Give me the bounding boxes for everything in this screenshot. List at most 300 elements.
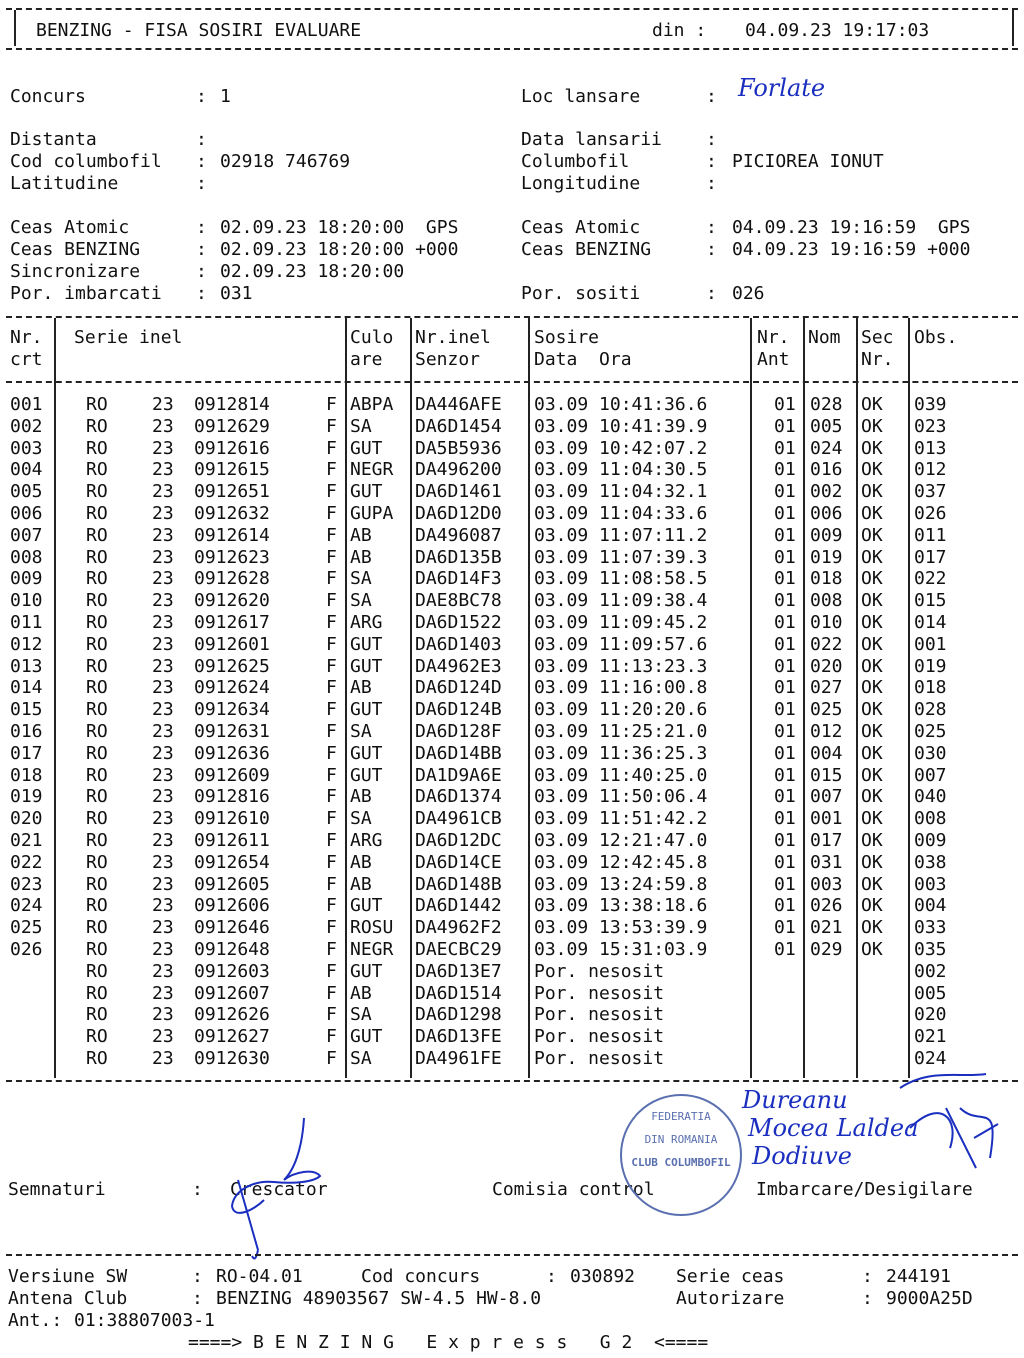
report-date: 04.09.23 19:17:03 — [745, 20, 930, 41]
cell-ro: RO — [86, 1026, 108, 1048]
cell-sec: OK — [861, 917, 883, 939]
cell-senzor: DA6D13E7 — [415, 960, 502, 982]
cell-culo: AB — [350, 786, 372, 808]
left-atomic-label: Ceas Atomic — [10, 217, 130, 238]
left-benzing-value: 02.09.23 18:20:00 +000 — [220, 239, 459, 260]
col-sosire-header-2: Data Ora — [534, 349, 632, 370]
cell-sex: F — [326, 873, 337, 895]
versiune-value: RO-04.01 — [216, 1266, 303, 1287]
right-benzing-value: 04.09.23 19:16:59 +000 — [732, 239, 971, 260]
cell-ant: 01 — [774, 633, 796, 655]
cell-sosire: 03.09 11:09:45.2 — [534, 612, 708, 633]
col-nr-header-2: crt — [10, 349, 43, 370]
cell-sosire: 03.09 13:53:39.9 — [534, 917, 708, 939]
cell-sec: OK — [861, 590, 883, 612]
cell-yr: 23 — [152, 568, 174, 590]
columbofil-label: Columbofil — [521, 151, 630, 172]
cell-nr: 019 — [10, 786, 43, 808]
cell-ant: 01 — [774, 481, 796, 503]
cell-ring: 0912620 — [194, 590, 270, 612]
cell-nr: 010 — [10, 590, 43, 612]
cell-sosire: 03.09 11:09:38.4 — [534, 590, 708, 612]
column-separator — [750, 318, 752, 1078]
cell-sosire: 03.09 12:42:45.8 — [534, 851, 708, 873]
cell-ant: 01 — [774, 873, 796, 895]
cell-nr: 012 — [10, 633, 43, 655]
cell-yr: 23 — [152, 982, 174, 1004]
cell-sosire: Por. nesosit — [534, 1004, 665, 1026]
cell-ant: 01 — [774, 808, 796, 830]
cell-ro: RO — [86, 960, 108, 982]
cell-ro: RO — [86, 699, 108, 721]
cell-ant: 01 — [774, 459, 796, 481]
cell-nom: 007 — [810, 786, 843, 808]
cell-sex: F — [326, 830, 337, 851]
cell-nom: 010 — [810, 612, 843, 633]
right-benzing-label: Ceas BENZING — [521, 239, 652, 260]
cell-sec: OK — [861, 394, 883, 415]
cell-sosire: 03.09 11:07:11.2 — [534, 524, 708, 546]
cell-culo: ABPA — [350, 394, 394, 415]
crescator-label: Crescator — [230, 1179, 328, 1200]
cell-ro: RO — [86, 1004, 108, 1026]
cell-sec: OK — [861, 721, 883, 742]
cell-nr: 026 — [10, 939, 43, 960]
cell-obs: 026 — [914, 503, 947, 524]
cell-nr: 006 — [10, 503, 43, 524]
cell-culo: ARG — [350, 612, 383, 633]
cell-senzor: DA6D124D — [415, 677, 502, 699]
cell-ro: RO — [86, 917, 108, 939]
cell-nr: 025 — [10, 917, 43, 939]
serie-ceas-value: 244191 — [886, 1266, 952, 1287]
ant-label: Ant.: — [8, 1310, 63, 1331]
cell-ro: RO — [86, 895, 108, 917]
signatures-colon: : — [192, 1179, 203, 1200]
cell-yr: 23 — [152, 960, 174, 982]
cell-obs: 040 — [914, 786, 947, 808]
cell-obs: 001 — [914, 633, 947, 655]
cell-ro: RO — [86, 612, 108, 633]
cell-ro: RO — [86, 939, 108, 960]
cell-sec: OK — [861, 415, 883, 437]
cell-culo: AB — [350, 546, 372, 568]
cell-senzor: DA6D1454 — [415, 415, 502, 437]
cell-sex: F — [326, 1048, 337, 1069]
cell-ring: 0912626 — [194, 1004, 270, 1026]
cell-yr: 23 — [152, 415, 174, 437]
report-date-label: din : — [652, 20, 707, 41]
cell-obs: 005 — [914, 982, 947, 1004]
cell-ring: 0912628 — [194, 568, 270, 590]
cell-culo: AB — [350, 873, 372, 895]
cell-senzor: DA6D1298 — [415, 1004, 502, 1026]
cell-senzor: DAE8BC78 — [415, 590, 502, 612]
cell-yr: 23 — [152, 721, 174, 742]
cell-sosire: 03.09 11:50:06.4 — [534, 786, 708, 808]
cell-nom: 016 — [810, 459, 843, 481]
cell-sec: OK — [861, 873, 883, 895]
cell-sex: F — [326, 415, 337, 437]
cell-yr: 23 — [152, 1026, 174, 1048]
left-benzing-label: Ceas BENZING — [10, 239, 141, 260]
cell-senzor: DA6D1514 — [415, 982, 502, 1004]
cell-culo: NEGR — [350, 939, 394, 960]
cell-nr: 015 — [10, 699, 43, 721]
cell-nom: 004 — [810, 742, 843, 764]
cell-ring: 0912601 — [194, 633, 270, 655]
cell-ro: RO — [86, 721, 108, 742]
cell-sex: F — [326, 677, 337, 699]
cell-sex: F — [326, 459, 337, 481]
cell-ant: 01 — [774, 851, 796, 873]
embarked-value: 031 — [220, 283, 253, 304]
cell-nom: 008 — [810, 590, 843, 612]
cell-yr: 23 — [152, 524, 174, 546]
embarked-label: Por. imbarcati — [10, 283, 162, 304]
handwritten-name-2: Mocea Laldea — [748, 1114, 919, 1142]
comisia-label: Comisia control — [492, 1179, 655, 1200]
cell-nom: 028 — [810, 394, 843, 415]
cell-sec: OK — [861, 851, 883, 873]
cell-nom: 005 — [810, 415, 843, 437]
versiune-label: Versiune SW — [8, 1266, 128, 1287]
cell-sex: F — [326, 721, 337, 742]
cell-sex: F — [326, 503, 337, 524]
cell-sosire: 03.09 11:04:33.6 — [534, 503, 708, 524]
cell-senzor: DA6D128F — [415, 721, 502, 742]
cod-columbofil-label: Cod columbofil — [10, 151, 162, 172]
stamp-line-2: DIN ROMANIA — [644, 1133, 718, 1146]
cell-sec: OK — [861, 764, 883, 786]
cell-culo: GUT — [350, 655, 383, 677]
cell-nr: 007 — [10, 524, 43, 546]
cell-culo: GUT — [350, 895, 383, 917]
left-atomic-value: 02.09.23 18:20:00 GPS — [220, 217, 459, 238]
cell-ring: 0912603 — [194, 960, 270, 982]
cell-senzor: DA496200 — [415, 459, 502, 481]
cell-sosire: 03.09 13:24:59.8 — [534, 873, 708, 895]
cell-ro: RO — [86, 503, 108, 524]
cell-yr: 23 — [152, 612, 174, 633]
cell-sosire: 03.09 10:42:07.2 — [534, 437, 708, 459]
cell-sec: OK — [861, 503, 883, 524]
cell-sex: F — [326, 1026, 337, 1048]
cell-sec: OK — [861, 437, 883, 459]
cell-sosire: 03.09 11:09:57.6 — [534, 633, 708, 655]
cell-culo: GUT — [350, 633, 383, 655]
cell-senzor: DA6D12D0 — [415, 503, 502, 524]
latitudine-label: Latitudine — [10, 173, 119, 194]
distanta-label: Distanta — [10, 129, 97, 150]
cell-culo: GUPA — [350, 503, 394, 524]
cell-sex: F — [326, 808, 337, 830]
cell-ro: RO — [86, 655, 108, 677]
cell-sec: OK — [861, 568, 883, 590]
col-sosire-header: Sosire — [534, 327, 600, 348]
cell-obs: 022 — [914, 568, 947, 590]
cell-sosire: 03.09 10:41:39.9 — [534, 415, 708, 437]
cell-nr: 005 — [10, 481, 43, 503]
cell-yr: 23 — [152, 895, 174, 917]
cell-sosire: 03.09 11:25:21.0 — [534, 721, 708, 742]
cell-sosire: 03.09 11:08:58.5 — [534, 568, 708, 590]
cell-senzor: DA6D1374 — [415, 786, 502, 808]
cod-columbofil-value: 02918 746769 — [220, 151, 351, 172]
right-atomic-value: 04.09.23 19:16:59 GPS — [732, 217, 971, 238]
cell-yr: 23 — [152, 677, 174, 699]
cell-yr: 23 — [152, 394, 174, 415]
cell-obs: 033 — [914, 917, 947, 939]
crescator-signature — [224, 1110, 344, 1260]
cell-senzor: DA6D1403 — [415, 633, 502, 655]
cell-ant: 01 — [774, 721, 796, 742]
column-separator — [345, 318, 347, 1078]
cell-obs: 025 — [914, 721, 947, 742]
cell-nr: 009 — [10, 568, 43, 590]
cell-senzor: DA6D1442 — [415, 895, 502, 917]
cell-nr: 022 — [10, 851, 43, 873]
antena-label: Antena Club — [8, 1288, 128, 1309]
cell-ro: RO — [86, 677, 108, 699]
report-title: BENZING - FISA SOSIRI EVALUARE — [36, 20, 362, 41]
cell-senzor: DA6D1461 — [415, 481, 502, 503]
cell-ant: 01 — [774, 655, 796, 677]
sync-label: Sincronizare — [10, 261, 141, 282]
cell-culo: AB — [350, 851, 372, 873]
cell-ring: 0912614 — [194, 524, 270, 546]
cell-sec: OK — [861, 481, 883, 503]
right-atomic-label: Ceas Atomic — [521, 217, 641, 238]
cell-nom: 009 — [810, 524, 843, 546]
cell-nom: 006 — [810, 503, 843, 524]
cell-ant: 01 — [774, 742, 796, 764]
cell-ro: RO — [86, 546, 108, 568]
cell-culo: SA — [350, 568, 372, 590]
cell-culo: SA — [350, 1048, 372, 1069]
cell-sex: F — [326, 742, 337, 764]
cell-yr: 23 — [152, 590, 174, 612]
sync-value: 02.09.23 18:20:00 — [220, 261, 405, 282]
cell-ro: RO — [86, 437, 108, 459]
antena-value: BENZING 48903567 SW-4.5 HW-8.0 — [216, 1288, 542, 1309]
cell-sex: F — [326, 524, 337, 546]
club-stamp — [620, 1094, 742, 1216]
cell-ant: 01 — [774, 939, 796, 960]
cell-sec: OK — [861, 633, 883, 655]
col-ant-header-2: Ant — [757, 349, 790, 370]
cell-nr: 013 — [10, 655, 43, 677]
cell-culo: AB — [350, 982, 372, 1004]
cell-yr: 23 — [152, 1048, 174, 1069]
cell-nom: 021 — [810, 917, 843, 939]
cell-yr: 23 — [152, 633, 174, 655]
cell-ring: 0912607 — [194, 982, 270, 1004]
data-lansarii-label: Data lansarii — [521, 129, 662, 150]
cell-sex: F — [326, 590, 337, 612]
cell-culo: SA — [350, 415, 372, 437]
cell-sex: F — [326, 546, 337, 568]
cell-obs: 024 — [914, 1048, 947, 1069]
cell-sosire: 03.09 11:40:25.0 — [534, 764, 708, 786]
col-obs-header: Obs. — [914, 327, 958, 348]
cell-sosire: 03.09 15:31:03.9 — [534, 939, 708, 960]
cell-obs: 013 — [914, 437, 947, 459]
cell-nom: 012 — [810, 721, 843, 742]
cell-sosire: 03.09 11:04:30.5 — [534, 459, 708, 481]
cell-sex: F — [326, 982, 337, 1004]
cell-ant: 01 — [774, 830, 796, 851]
cell-yr: 23 — [152, 786, 174, 808]
autorizare-value: 9000A25D — [886, 1288, 973, 1309]
cell-yr: 23 — [152, 1004, 174, 1026]
cell-obs: 028 — [914, 699, 947, 721]
col-serie-header: Serie inel — [74, 327, 183, 348]
cell-nr: 008 — [10, 546, 43, 568]
cell-yr: 23 — [152, 546, 174, 568]
cell-culo: GUT — [350, 437, 383, 459]
cell-ant: 01 — [774, 895, 796, 917]
cell-senzor: DA4962F2 — [415, 917, 502, 939]
col-sec-header: Sec — [861, 327, 894, 348]
columbofil-value: PICIOREA IONUT — [732, 151, 884, 172]
cell-culo: GUT — [350, 764, 383, 786]
cell-obs: 019 — [914, 655, 947, 677]
cell-yr: 23 — [152, 742, 174, 764]
handwritten-name-1: Dureanu — [742, 1086, 848, 1114]
cell-ant: 01 — [774, 764, 796, 786]
cell-sex: F — [326, 895, 337, 917]
cell-ro: RO — [86, 830, 108, 851]
cell-senzor: DA6D148B — [415, 873, 502, 895]
cell-ro: RO — [86, 590, 108, 612]
cell-nom: 015 — [810, 764, 843, 786]
cell-ring: 0912610 — [194, 808, 270, 830]
cell-ro: RO — [86, 808, 108, 830]
cell-nom: 020 — [810, 655, 843, 677]
cell-sosire: 03.09 11:51:42.2 — [534, 808, 708, 830]
cell-sex: F — [326, 655, 337, 677]
cell-ring: 0912629 — [194, 415, 270, 437]
cell-obs: 035 — [914, 939, 947, 960]
cell-ring: 0912636 — [194, 742, 270, 764]
cell-nom: 003 — [810, 873, 843, 895]
cell-ring: 0912814 — [194, 394, 270, 415]
cell-ring: 0912616 — [194, 437, 270, 459]
cell-yr: 23 — [152, 699, 174, 721]
imbarcare-label: Imbarcare/Desigilare — [756, 1179, 973, 1200]
cell-nom: 025 — [810, 699, 843, 721]
cod-concurs-label: Cod concurs — [361, 1266, 481, 1287]
cell-ring: 0912648 — [194, 939, 270, 960]
cell-obs: 021 — [914, 1026, 947, 1048]
cell-ring: 0912634 — [194, 699, 270, 721]
cell-nom: 026 — [810, 895, 843, 917]
cell-ant: 01 — [774, 546, 796, 568]
cell-sex: F — [326, 786, 337, 808]
cell-ring: 0912651 — [194, 481, 270, 503]
cell-nr: 021 — [10, 830, 43, 851]
cell-sosire: 03.09 11:04:32.1 — [534, 481, 708, 503]
cell-ring: 0912654 — [194, 851, 270, 873]
cell-sosire: 03.09 11:07:39.3 — [534, 546, 708, 568]
cell-obs: 030 — [914, 742, 947, 764]
cell-sec: OK — [861, 786, 883, 808]
cell-sosire: 03.09 12:21:47.0 — [534, 830, 708, 851]
cell-ring: 0912609 — [194, 764, 270, 786]
cell-ro: RO — [86, 481, 108, 503]
cell-ant: 01 — [774, 917, 796, 939]
cell-ant: 01 — [774, 524, 796, 546]
cell-senzor: DA4962E3 — [415, 655, 502, 677]
cell-ring: 0912611 — [194, 830, 270, 851]
cell-nom: 018 — [810, 568, 843, 590]
cell-yr: 23 — [152, 830, 174, 851]
cell-ant: 01 — [774, 677, 796, 699]
cell-ring: 0912615 — [194, 459, 270, 481]
col-nom-header: Nom — [808, 327, 841, 348]
cell-ring: 0912605 — [194, 873, 270, 895]
cell-nom: 017 — [810, 830, 843, 851]
cell-senzor: DAECBC29 — [415, 939, 502, 960]
cell-culo: GUT — [350, 481, 383, 503]
ant-value: 01:38807003-1 — [74, 1310, 215, 1331]
cell-culo: SA — [350, 808, 372, 830]
cell-ring: 0912632 — [194, 503, 270, 524]
cell-culo: AB — [350, 677, 372, 699]
cell-sex: F — [326, 851, 337, 873]
cell-culo: SA — [350, 590, 372, 612]
cell-nr: 020 — [10, 808, 43, 830]
serie-ceas-label: Serie ceas — [676, 1266, 785, 1287]
cell-senzor: DA6D13FE — [415, 1026, 502, 1048]
cell-ro: RO — [86, 459, 108, 481]
col-culo-header-2: are — [350, 349, 383, 370]
cell-culo: ROSU — [350, 917, 394, 939]
cell-ring: 0912624 — [194, 677, 270, 699]
cell-obs: 039 — [914, 394, 947, 415]
cell-ring: 0912617 — [194, 612, 270, 633]
cell-senzor: DA6D124B — [415, 699, 502, 721]
cell-sosire: Por. nesosit — [534, 1048, 665, 1069]
cell-sosire: 03.09 11:36:25.3 — [534, 742, 708, 764]
imbarcare-signature — [890, 1068, 1010, 1178]
cell-nom: 031 — [810, 851, 843, 873]
cell-ro: RO — [86, 764, 108, 786]
cell-ring: 0912623 — [194, 546, 270, 568]
cell-obs: 023 — [914, 415, 947, 437]
cell-obs: 007 — [914, 764, 947, 786]
cell-ro: RO — [86, 873, 108, 895]
cell-yr: 23 — [152, 873, 174, 895]
cell-obs: 018 — [914, 677, 947, 699]
cell-obs: 038 — [914, 851, 947, 873]
cell-ro: RO — [86, 982, 108, 1004]
cell-yr: 23 — [152, 851, 174, 873]
autorizare-label: Autorizare — [676, 1288, 785, 1309]
cell-nr: 014 — [10, 677, 43, 699]
cell-sec: OK — [861, 808, 883, 830]
cell-senzor: DA5B5936 — [415, 437, 502, 459]
arrived-value: 026 — [732, 283, 765, 304]
cell-ring: 0912631 — [194, 721, 270, 742]
cell-sec: OK — [861, 612, 883, 633]
cell-nom: 022 — [810, 633, 843, 655]
cell-ro: RO — [86, 415, 108, 437]
cell-culo: NEGR — [350, 459, 394, 481]
cell-culo: GUT — [350, 1026, 383, 1048]
cell-ring: 0912646 — [194, 917, 270, 939]
